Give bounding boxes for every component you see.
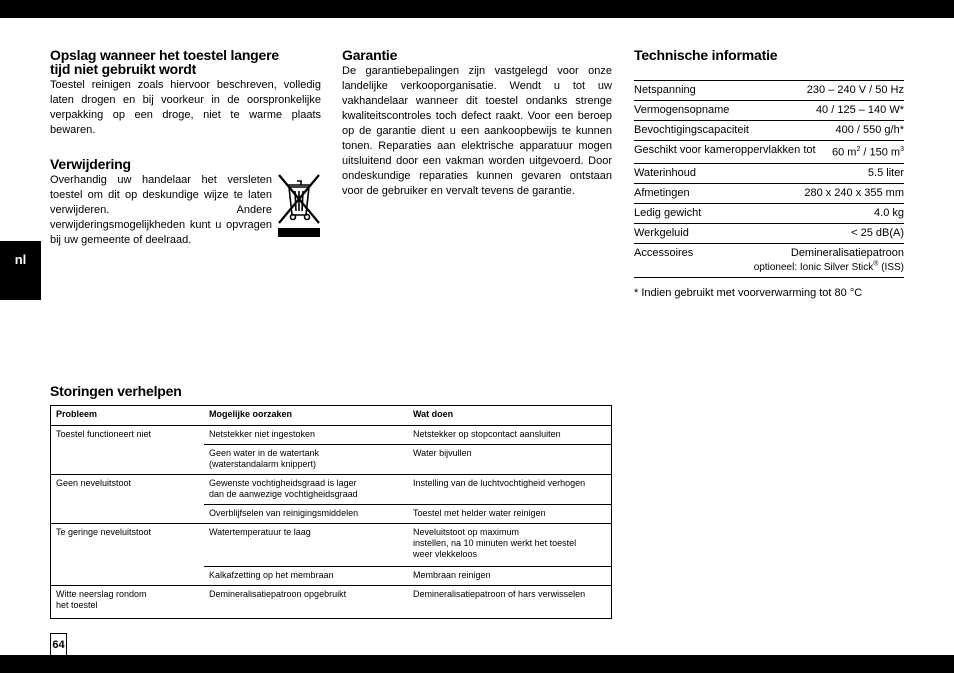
page-number: 64 <box>50 633 67 655</box>
storage-title: Opslag wanneer het toestel langere tijd niet gebruikt wordt <box>50 47 279 77</box>
header-cause: Mogelijke oorzaken <box>204 406 408 426</box>
action-cell: Toestel met helder water reinigen <box>408 505 612 524</box>
cause-cell: Netstekker niet ingestoken <box>209 429 316 439</box>
action-cell: Instelling van de luchtvochtigheid verhogen <box>408 475 612 505</box>
table-row <box>51 445 612 475</box>
troubleshooting-table <box>50 405 612 619</box>
spec-row: Bevochtigingscapaciteit 400 / 550 g/h* <box>634 121 904 141</box>
action-cell: Water bijvullen <box>408 445 612 475</box>
problem-cell: Toestel functioneert niet <box>56 429 152 439</box>
cause-cell: Watertemperatuur te laag <box>204 524 408 567</box>
warranty-title: Garantie <box>342 47 398 63</box>
problem-cell <box>51 567 205 586</box>
table-row <box>51 505 612 524</box>
tech-title: Technische informatie <box>634 47 778 63</box>
spec-row: Werkgeluid < 25 dB(A) <box>634 224 904 244</box>
table-row <box>51 524 612 567</box>
cause-cell: Overblijfselen van reinigingsmiddelen <box>204 505 408 524</box>
action-cell: Neveluitstoot op maximum instellen, na 10 minuten werkt het toestel weer vlekkeloos <box>408 524 612 567</box>
action-cell: Netstekker op stopcontact aansluiten <box>413 429 561 439</box>
cause-cell: Demineralisatiepatroon opgebruikt <box>204 586 408 619</box>
crossed-out-bin-icon <box>276 171 322 237</box>
column-storage-disposal <box>50 48 321 248</box>
header-problem: Probleem <box>51 406 205 426</box>
disposal-text: Overhandig uw handelaar het versleten toestel om dit op deskundige wijze te laten verwijderen. Andere verwijderingsmogelijkheden kunt u opvragen bij uw gemeente of deelraad. <box>50 174 272 246</box>
disposal-block <box>50 173 321 248</box>
warranty-text: De garantiebepalingen zijn vastgelegd voor onze landelijke verkooporganisatie. Wendt u tot uw vakhandelaar wanneer dit toestel ondanks strenge kwaliteitscontroles toch defect raakt. Voor een beroep op de garantie dient u een aankoopbewijs te kunnen tonen. Reparaties aan elektrische apparatuur mogen uitsluitend door een vakman worden uitgevoerd. Door ondeskundige reparaties kunnen gevaren ontstaan voor de gebruiker en vervalt tevens de garantie. <box>342 65 612 197</box>
header-action: Wat doen <box>408 406 612 426</box>
table-row <box>51 586 612 619</box>
action-cell: Membraan reinigen <box>408 567 612 586</box>
bottom-black-bar <box>0 655 954 673</box>
problem-cell: Geen neveluitstoot <box>51 475 205 505</box>
problem-cell: Te geringe neveluitstoot <box>51 524 205 567</box>
spec-row: Accessoires Demineralisatiepatroon optioneel: Ionic Silver Stick® (ISS) <box>634 244 904 278</box>
table-header-row <box>51 406 612 426</box>
cause-cell: Gewenste vochtigheidsgraad is lager dan de aanwezige vochtigheidsgraad <box>204 475 408 505</box>
cause-cell: Geen water in de watertank (waterstandalarm knippert) <box>204 445 408 475</box>
table-row <box>51 567 612 586</box>
cause-cell: Kalkafzetting op het membraan <box>204 567 408 586</box>
troubleshooting-title: Storingen verhelpen <box>50 383 182 399</box>
problem-cell <box>51 445 205 475</box>
spec-row: Netspanning 230 – 240 V / 50 Hz <box>634 81 904 101</box>
spec-row: Ledig gewicht 4.0 kg <box>634 204 904 224</box>
problem-cell <box>51 505 205 524</box>
column-warranty <box>342 48 612 199</box>
spec-row: Afmetingen 280 x 240 x 355 mm <box>634 184 904 204</box>
table-row <box>51 426 612 445</box>
language-tab: nl <box>0 241 41 300</box>
spec-row: Vermogensopname 40 / 125 – 140 W* <box>634 101 904 121</box>
top-black-bar <box>0 0 954 18</box>
column-tech-info <box>634 48 904 299</box>
storage-text: Toestel reinigen zoals hiervoor beschreven, volledig laten drogen en bij voorkeur in de oorspronkelijke verpakking op een droge, niet te warme plaats bewaren. <box>50 79 321 136</box>
spec-row: Waterinhoud 5.5 liter <box>634 164 904 184</box>
spec-table <box>634 80 904 278</box>
disposal-title: Verwijdering <box>50 156 131 172</box>
tech-footnote: * Indien gebruikt met voorverwarming tot 80 °C <box>634 286 863 299</box>
problem-cell: Witte neerslag rondom het toestel <box>51 586 205 619</box>
spec-row: Geschikt voor kameroppervlakken tot 60 $m^2 / 150$ $m^3$ <box>634 141 904 164</box>
action-cell: Demineralisatiepatroon of hars verwisselen <box>408 586 612 619</box>
table-row <box>51 475 612 505</box>
